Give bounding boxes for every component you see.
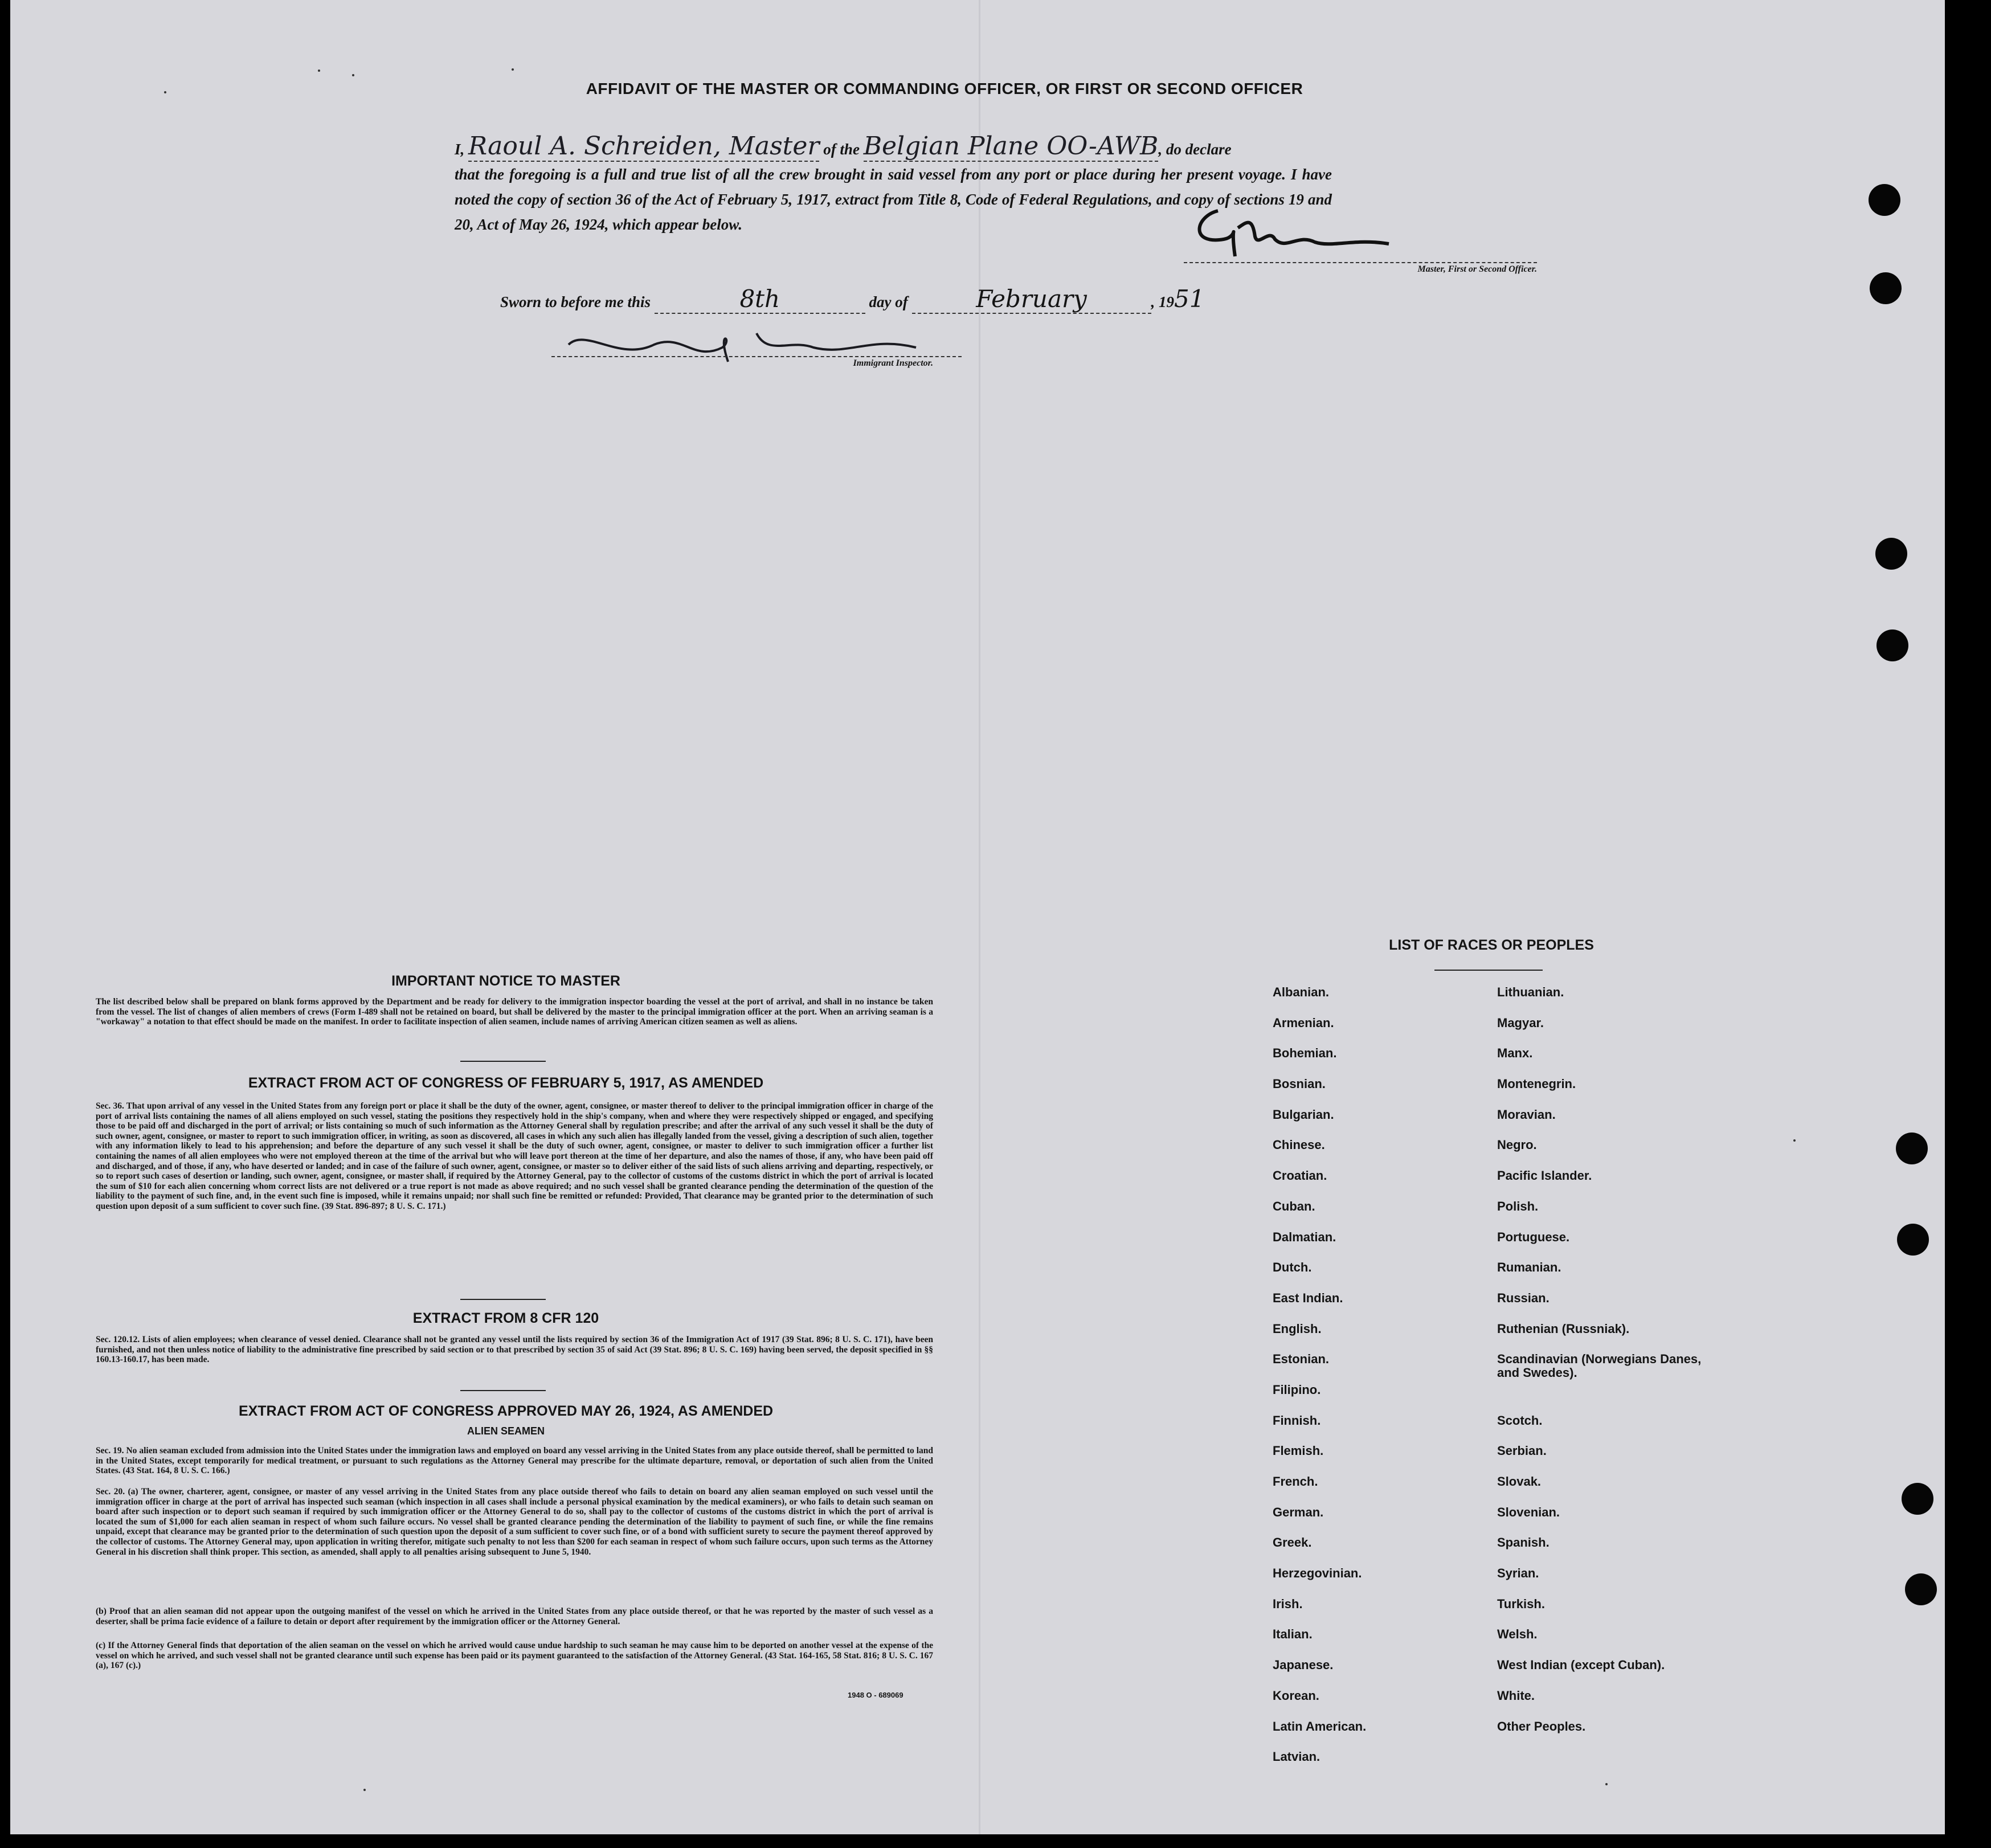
punch-hole [1896, 1132, 1928, 1164]
race-item: Latin American. [1273, 1719, 1367, 1733]
sworn-line [500, 285, 1298, 314]
races-title: LIST OF RACES OR PEOPLES [1389, 937, 1594, 953]
race-item: Armenian. [1273, 1015, 1334, 1030]
speck [363, 1789, 366, 1791]
race-item: Bulgarian. [1273, 1107, 1334, 1122]
race-item: Bosnian. [1273, 1077, 1326, 1091]
extract-1917-title: EXTRACT FROM ACT OF CONGRESS OF FEBRUARY 5, 1917, AS AMENDED [248, 1075, 764, 1091]
race-item: Finnish. [1273, 1413, 1321, 1428]
affidavit-first-line [455, 134, 1548, 162]
race-item: Turkish. [1497, 1596, 1545, 1611]
divider [460, 1061, 546, 1062]
punch-hole [1897, 1224, 1929, 1256]
month-blank [912, 285, 1151, 314]
race-item: Welsh. [1497, 1627, 1538, 1642]
inspector-caption: Immigrant Inspector. [853, 358, 933, 368]
race-item: Russian. [1497, 1290, 1550, 1305]
day-blank [655, 285, 865, 314]
vessel-name-handwritten: Belgian Plane OO-AWB [863, 132, 1159, 161]
race-item: Polish. [1497, 1199, 1539, 1213]
divider [460, 1299, 546, 1300]
race-item: Albanian. [1273, 985, 1330, 999]
race-item: Pacific Islander. [1497, 1168, 1592, 1183]
race-item: Portuguese. [1497, 1229, 1570, 1244]
print-code: 1948 O - 689069 [848, 1691, 903, 1699]
race-item: Moravian. [1497, 1107, 1556, 1122]
sec-19-text: Sec. 19. No alien seaman excluded from admission into the United States under the immigration laws and employed on board any vessel arriving in the United States from any place outside thereof, shall be permitted to land in the United States, except temporarily for medical treatment, or pursuant to such regulations as the Attorney General may prescribe for the ultimate departure, removal, or deportation of such alien from the United States. (43 Stat. 164, 8 U. S. C. 166.) [96, 1446, 933, 1476]
alien-seamen-subtitle: ALIEN SEAMEN [467, 1425, 545, 1437]
race-item: German. [1273, 1504, 1324, 1519]
speck [1793, 1139, 1796, 1142]
cfr-title: EXTRACT FROM 8 CFR 120 [412, 1310, 599, 1326]
of-the-text: of the [823, 141, 860, 158]
race-item: Scandinavian (Norwegians Danes, and Swedes). [1497, 1352, 1702, 1380]
notice-title: IMPORTANT NOTICE TO MASTER [391, 973, 620, 989]
master-signature-block [1184, 194, 1537, 273]
cfr-text: Sec. 120.12. Lists of alien employees; when clearance of vessel denied. Clearance shall not be granted any vessel until the lists required by section 36 of the Immigration Act of 1917 (39 Stat. 896; 8 U. S. C. 171), have been furnished, and not then unless notice of liability to the administrative fine prescribed by said section or to that prescribed by section 35 of said Act (39 Stat. 896; 8 U. S. C. 169) having been served, the deposit specified in §§ 160.13-160.17, has been made. [96, 1335, 933, 1365]
race-item: Croatian. [1273, 1168, 1327, 1183]
document-sheet [10, 0, 1945, 1834]
extract-1924-title: EXTRACT FROM ACT OF CONGRESS APPROVED MAY 26, 1924, AS AMENDED [238, 1403, 774, 1419]
day-of-text: day of [869, 293, 908, 310]
speck [352, 74, 354, 76]
race-item: Flemish. [1273, 1444, 1324, 1458]
race-item: Slovak. [1497, 1474, 1542, 1489]
race-item: Herzegovinian. [1273, 1566, 1362, 1581]
race-item: Dutch. [1273, 1260, 1312, 1275]
race-item: Estonian. [1273, 1352, 1330, 1367]
race-item: Bohemian. [1273, 1046, 1337, 1061]
punch-hole [1902, 1483, 1933, 1515]
punch-hole [1869, 184, 1900, 216]
race-item: Other Peoples. [1497, 1719, 1586, 1733]
punch-hole [1870, 272, 1902, 304]
race-item: English. [1273, 1321, 1322, 1336]
race-item: White. [1497, 1688, 1535, 1703]
race-item: Greek. [1273, 1535, 1312, 1550]
race-item: Chinese. [1273, 1138, 1325, 1152]
sec-20-text: Sec. 20. (a) The owner, charterer, agent, consignee, or master of any vessel arriving in the United States from any place outside thereof who fails to detain on board any alien seaman employed on such vessel until the immigration officer in charge at the port of arrival has inspected such seaman (which inspection in all cases shall include a personal physical examination by the medical examiners), or who fails to detain such seaman on board after such inspection or to deport such seaman if required by such immigration officer or the Attorney General to do so, shall pay to the collector of customs of the customs district in which the port of arrival is located the sum of $1,000 for each alien seaman in respect of whom such failure occurs. No vessel shall be granted clearance pending the determination of the liability to payment of such fine, or while the fine remains unpaid, except that clearance may be granted prior to the determination of such question upon the deposit of a sum sufficient to cover such fine, or of a bond with sufficient surety to secure the payment thereof approved by the collector of customs. The Attorney General may, upon application in writing therefor, mitigate such penalty to not less than $200 for each seaman in respect of whom such failure occurs, upon such terms as the Attorney General in his discretion shall think proper. This section, as amended, shall apply to all penalties arising subsequent to June 5, 1940. [96, 1487, 933, 1557]
affidavit-title: AFFIDAVIT OF THE MASTER OR COMMANDING OFFICER, OR FIRST OR SECOND OFFICER [586, 80, 1303, 97]
speck [318, 69, 320, 72]
race-item: Korean. [1273, 1688, 1319, 1703]
race-item: West Indian (except Cuban). [1497, 1658, 1665, 1673]
race-item: Filipino. [1273, 1382, 1321, 1397]
sec-20c-text: (c) If the Attorney General finds that deportation of the alien seaman on the vessel on which he arrived would cause undue hardship to such seaman he may cause him to be deported on another vessel at the expense of the vessel on which he arrived, and such vessel shall not be granted clearance until such expense has been paid or its payment guaranteed to the satisfaction of the Attorney General. (43 Stat. 164-165, 58 Stat. 816; 8 U. S. C. 167 (a), 167 (c).) [96, 1641, 933, 1671]
punch-hole [1876, 629, 1908, 661]
affidavit-text: that the foregoing is a full and true list of all the crew brought in said vessel from any port or place during her present voyage. I have noted the copy of section 36 of the Act of February 5, 1917, extract from Title 8, Code of Federal Regulations, and copy of sections 19 and 20, Act of May 26, 1924, which appear below. [455, 166, 1332, 233]
race-item: French. [1273, 1474, 1318, 1489]
races-divider [1434, 970, 1543, 971]
inspector-signature-block [551, 316, 962, 373]
races-right-column [1497, 986, 1714, 1750]
master-signature [1184, 194, 1537, 262]
year-prefix: , 19 [1151, 293, 1175, 310]
race-item: Montenegrin. [1497, 1077, 1576, 1091]
race-item: Magyar. [1497, 1015, 1544, 1030]
speck [512, 68, 514, 71]
do-declare-text: , do declare [1158, 141, 1232, 158]
race-item: Syrian. [1497, 1566, 1539, 1581]
race-item: Rumanian. [1497, 1260, 1561, 1275]
fold-line [979, 0, 980, 1834]
race-item: Cuban. [1273, 1199, 1315, 1213]
speck [1605, 1783, 1608, 1785]
punch-hole [1875, 538, 1907, 570]
race-item: Scotch. [1497, 1413, 1543, 1428]
race-item [1497, 1383, 1714, 1414]
race-item: Negro. [1497, 1138, 1537, 1152]
race-item: Dalmatian. [1273, 1229, 1336, 1244]
race-item: Latvian. [1273, 1749, 1320, 1764]
master-name-handwritten: Raoul A. Schreiden, Master [468, 132, 820, 161]
race-item: Irish. [1273, 1596, 1303, 1611]
day-handwritten: 8th [739, 285, 780, 313]
race-item: East Indian. [1273, 1290, 1343, 1305]
month-handwritten: February [976, 285, 1087, 313]
race-item: Manx. [1497, 1046, 1533, 1061]
race-item: Italian. [1273, 1627, 1313, 1642]
speck [164, 91, 166, 93]
extract-1917-text: Sec. 36. That upon arrival of any vessel in the United States from any foreign port or place it shall be the duty of the owner, agent, consignee, or master thereof to deliver to the principal immigration officer in charge of the port of arrival lists containing the names of all aliens employed on such vessel, stating the positions they respectively hold in the ship's company, when and where they were respectively shipped or engaged, and specifying those to be paid off and discharged in the port of arrival; or lists containing so much of such information as the Attorney General shall by regulation prescribe; and after the arrival of any such vessel it shall be the duty of such owner, agent, consignee, or master to report to such immigration officer, in writing, as soon as discovered, all cases in which any such alien has illegally landed from the vessel, giving a description of such alien, together with any information likely to lead to his apprehension; and before the departure of any such vessel it shall be the duty of such owner, agent, consignee, or master to deliver to such immigration officer a further list containing the names of all alien employees who were not employed thereon at the time of the arrival but who will leave port thereon at the time of her departure, and also the names of those, if any, who have been paid off and discharged, and of those, if any, who have deserted or landed; and in case of the failure of such owner, agent, consignee, or master so to deliver either of the said lists of such aliens arriving and departing, respectively, or so to report such cases of desertion or landing, such owner, agent, consignee, or master shall, if required by the Attorney General, pay to the collector of customs of the customs district in which the port of arrival is located the sum of $10 for each alien concerning whom correct lists are not delivered or a true report is not made as above required; and no such vessel shall be granted clearance pending the determination of the question of the liability to the payment of such fine, and, in the event such fine is imposed, while it remains unpaid; nor shall such fine be remitted or refunded: Provided, That clearance may be granted prior to the determination of such question upon deposit of a sum sufficient to cover such fine. (39 Stat. 896-897; 8 U. S. C. 171.) [96, 1101, 933, 1211]
race-item: Slovenian. [1497, 1504, 1560, 1519]
year-handwritten: 51 [1174, 285, 1205, 313]
signature-line [1184, 262, 1537, 263]
sec-20b-text: (b) Proof that an alien seaman did not appear upon the outgoing manifest of the vessel on which he arrived in the United States from any place outside thereof, or that he was reported by the master of such vessel as a deserter, shall be prima facie evidence of a failure to detain or deport after requirement by the immigration officer or the Attorney General. [96, 1606, 933, 1626]
inspector-line [551, 356, 962, 357]
race-item: Ruthenian (Russniak). [1497, 1321, 1630, 1336]
race-item: Spanish. [1497, 1535, 1550, 1550]
notice-text: The list described below shall be prepared on blank forms approved by the Department and be ready for delivery to the immigration inspector boarding the vessel at the port of arrival, and shall in no instance be taken from the vessel. The list of changes of alien members of crews (Form I-489 shall not be retained on board, but shall be delivered by the master to the principal immigration officer at the port. When an arriving seaman is a "workaway" a notation to that effect should be made on the manifest. In order to facilitate inspection of alien seamen, include names of arriving American citizen seamen as well as aliens. [96, 997, 933, 1027]
affidavit-prefix: I, [455, 141, 465, 158]
signature-caption: Master, First or Second Officer. [1417, 264, 1537, 274]
race-item: Serbian. [1497, 1444, 1547, 1458]
divider [460, 1390, 546, 1391]
sworn-prefix: Sworn to before me this [500, 293, 651, 310]
races-left-column [1273, 986, 1366, 1781]
race-item: Lithuanian. [1497, 985, 1564, 999]
punch-hole [1905, 1573, 1937, 1605]
race-item: Japanese. [1273, 1658, 1334, 1673]
